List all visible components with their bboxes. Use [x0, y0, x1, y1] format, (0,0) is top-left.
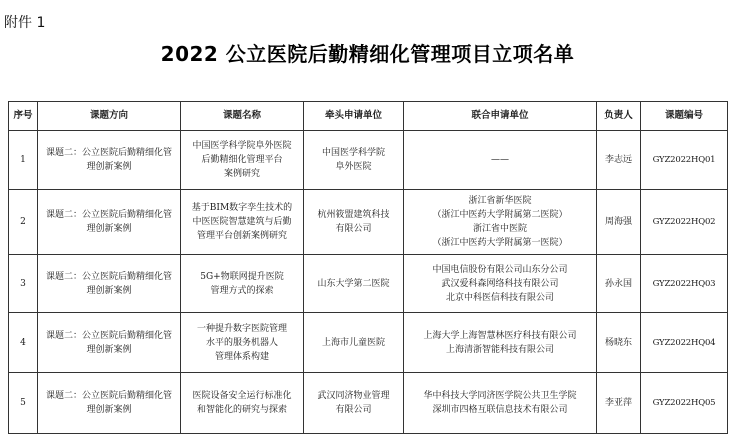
cell-text: 中国医学科学院阜外医院	[192, 141, 292, 151]
cell-text: 基于BIM数字孪生技术的	[191, 203, 293, 213]
cell-owner: 周海强	[597, 190, 641, 255]
cell-owner: 杨晓东	[597, 313, 641, 373]
cell-text: 有限公司	[335, 405, 372, 415]
cell-text: 后勤精细化管理平台	[201, 155, 283, 165]
cell-text: 北京中科医信科技有限公司	[445, 292, 554, 303]
cell-joint	[404, 190, 597, 255]
cell-text: 水平的服务机器人	[205, 337, 278, 348]
cell-text: 武汉爱科森网络科技有限公司	[441, 278, 559, 289]
cell-text: ——	[491, 155, 509, 165]
table-header-row	[9, 102, 728, 131]
cell-text: 浙江省中医院	[472, 224, 527, 234]
cell-name	[181, 373, 304, 434]
cell-text: 5G+物联网提升医院	[200, 271, 284, 282]
table-row	[9, 255, 728, 313]
cell-direction	[38, 131, 181, 190]
cell-text: 课题二：公立医院后勤精细化管	[45, 391, 172, 401]
cell-text: 理创新案例	[86, 285, 132, 296]
header-owner: 负责人	[597, 102, 641, 131]
cell-direction	[38, 190, 181, 255]
cell-text: 理创新案例	[86, 224, 132, 234]
cell-lead	[304, 255, 404, 313]
header-seq: 序号	[9, 102, 38, 131]
cell-seq: 4	[9, 313, 38, 373]
cell-text: 管理平台创新案例研究	[196, 231, 287, 241]
project-table	[8, 101, 728, 434]
header-direction: 课题方向	[38, 102, 181, 131]
cell-code: GYZ2022HQ04	[641, 313, 728, 373]
cell-joint	[404, 373, 597, 434]
header-name: 课题名称	[181, 102, 304, 131]
cell-lead	[304, 131, 404, 190]
cell-code: GYZ2022HQ05	[641, 373, 728, 434]
cell-text: （浙江中医药大学附属第二医院）	[432, 210, 568, 220]
header-lead: 牵头申请单位	[304, 102, 404, 131]
cell-seq: 3	[9, 255, 38, 313]
cell-name	[181, 131, 304, 190]
cell-lead	[304, 190, 404, 255]
cell-direction	[38, 255, 181, 313]
cell-text: 武汉同济物业管理	[317, 391, 390, 401]
cell-name	[181, 190, 304, 255]
cell-text: 浙江省新华医院	[468, 196, 532, 206]
cell-text: 杭州筱盟建筑科技	[317, 210, 390, 220]
cell-text: 深圳市四格互联信息技术有限公司	[432, 405, 568, 415]
cell-text: 上海大学上海智慧林医疗科技有限公司	[423, 330, 577, 341]
cell-text: 上海市儿童医院	[321, 337, 385, 348]
cell-name	[181, 255, 304, 313]
cell-text: （浙江中医药大学附属第一医院）	[432, 238, 568, 248]
cell-seq: 5	[9, 373, 38, 434]
cell-text: 理创新案例	[86, 405, 132, 415]
attachment-label: 附件 1	[4, 15, 46, 31]
cell-joint	[404, 313, 597, 373]
table-row	[9, 313, 728, 373]
cell-text: 管理方式的探索	[210, 285, 274, 296]
cell-seq: 2	[9, 190, 38, 255]
cell-text: 医院设备安全运行标准化	[192, 391, 292, 401]
table-row	[9, 373, 728, 434]
cell-text: 中国电信股份有限公司山东分公司	[432, 264, 568, 275]
cell-text: 课题二：公立医院后勤精细化管	[45, 148, 172, 158]
cell-text: 和智能化的研究与探索	[196, 405, 287, 415]
cell-owner: 李亚萍	[597, 373, 641, 434]
cell-text: 华中科技大学同济医学院公共卫生学院	[423, 391, 577, 401]
cell-joint	[404, 255, 597, 313]
cell-code: GYZ2022HQ01	[641, 131, 728, 190]
cell-text: 有限公司	[335, 224, 372, 234]
cell-text: 管理体系构建	[214, 351, 269, 362]
header-joint: 联合申请单位	[404, 102, 597, 131]
cell-text: 上海清浙智能科技有限公司	[445, 344, 554, 355]
cell-text: 理创新案例	[86, 162, 132, 172]
cell-owner: 孙永国	[597, 255, 641, 313]
cell-lead	[304, 313, 404, 373]
page-title: 2022 公立医院后勤精细化管理项目立项名单	[160, 42, 575, 66]
cell-owner: 李志远	[597, 131, 641, 190]
cell-text: 课题二：公立医院后勤精细化管	[45, 210, 172, 220]
cell-text: 中国医学科学院	[321, 148, 385, 158]
cell-joint	[404, 131, 597, 190]
cell-text: 一种提升数字医院管理	[196, 323, 287, 334]
cell-name	[181, 313, 304, 373]
table-row	[9, 131, 728, 190]
cell-lead	[304, 373, 404, 434]
cell-code: GYZ2022HQ03	[641, 255, 728, 313]
table-row	[9, 190, 728, 255]
cell-seq: 1	[9, 131, 38, 190]
header-code: 课题编号	[641, 102, 728, 131]
cell-text: 课题二：公立医院后勤精细化管	[45, 330, 172, 341]
cell-code: GYZ2022HQ02	[641, 190, 728, 255]
cell-text: 案例研究	[223, 169, 260, 179]
cell-direction	[38, 313, 181, 373]
cell-text: 山东大学第二医院	[317, 278, 390, 289]
cell-text: 中医医院智慧建筑与后勤	[192, 217, 292, 227]
cell-direction	[38, 373, 181, 434]
cell-text: 理创新案例	[86, 344, 132, 355]
cell-text: 课题二：公立医院后勤精细化管	[45, 271, 172, 282]
cell-text: 阜外医院	[335, 162, 372, 172]
